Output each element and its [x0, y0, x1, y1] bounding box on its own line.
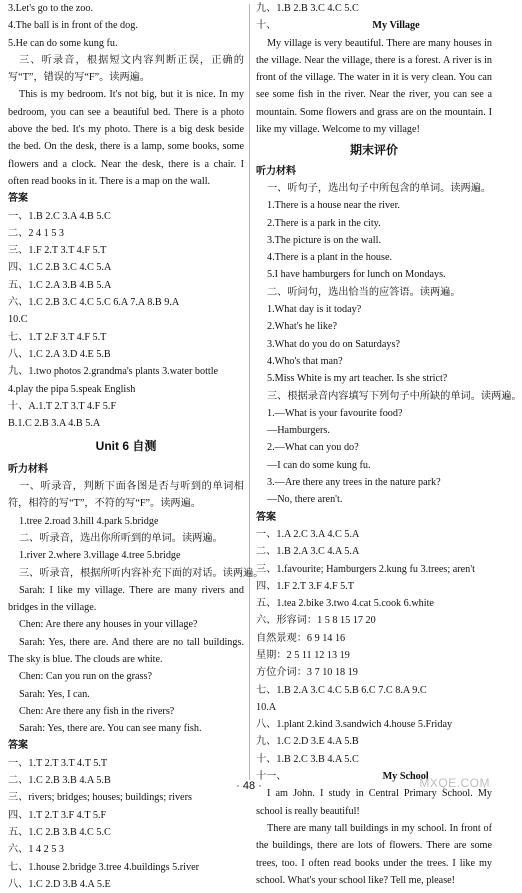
text-line: Sarah: Yes, there are. And there are no tall buildings. The sky is blue. The clouds are white. — [8, 636, 244, 665]
text-line: Sarah: Yes, I can. — [19, 688, 90, 700]
text-line: Chen: Can you run on the grass? — [19, 671, 152, 683]
text-line: 一、1.B 2.C 3.A 4.B 5.C — [8, 210, 111, 222]
text-line: 三、1.favourite; Hamburgers 2.kung fu 3.trees; aren't — [256, 563, 475, 575]
final-review-section-title: 期末评价 — [349, 143, 398, 158]
text-line: 三、听录音，根据短文内容判断正误，正确的写“T”，错误的写“F”。读两遍。 — [8, 54, 244, 84]
column-divider — [249, 4, 250, 780]
text-line: 六、1 4 2 5 3 — [8, 844, 65, 856]
text-line: 八、1.C 2.A 3.D 4.E 5.B — [8, 348, 111, 360]
text-line: 三、rivers; bridges; houses; buildings; rivers — [8, 792, 192, 804]
right-lines-3 — [256, 785, 492, 889]
text-line: 十、 My Village — [256, 20, 420, 32]
text-line: 七、1.T 2.F 3.T 4.F 5.T — [8, 331, 107, 343]
text-line: 10.C — [8, 314, 28, 326]
text-line: 四、1.C 2.B 3.C 4.C 5.A — [8, 262, 112, 274]
text-line: 二、听问句，选出恰当的应答语。读两遍。 — [267, 286, 461, 298]
text-line: I am John. I study in Central Primary School. My school is really beautiful! — [256, 788, 492, 817]
essay-title: My Village — [372, 20, 420, 32]
text-line: 5.I have hamburgers for lunch on Mondays. — [267, 269, 446, 281]
text-line: 听力材料 — [256, 165, 296, 177]
text-line: Sarah: I like my village. There are many rivers and bridges in the village. — [8, 584, 244, 614]
text-line: 1.What day is it today? — [267, 304, 362, 316]
text-line: 10.A — [256, 701, 277, 713]
text-line: Chen: Are there any fish in the rivers? — [19, 705, 175, 717]
text-line: 5.He can do some kung fu. — [8, 37, 118, 49]
text-line: 九、1.B 2.B 3.C 4.C 5.C — [256, 3, 359, 14]
text-line: 3.—Are there any trees in the nature park? — [267, 477, 441, 489]
watermark: MXQE.COM — [419, 776, 490, 790]
text-line: 二、1.C 2.B 3.B 4.A 5.B — [8, 775, 111, 787]
text-line: 答案 — [8, 193, 28, 205]
text-line: 五、1.C 2.B 3.B 4.C 5.C — [8, 826, 111, 838]
text-line: My village is very beautiful. There are many houses in the village. Near the village, there is a forest. A river is in front of the village. The water in it is very clean. You can see some fish in the river. Near the river, you can see a mountain. Some flowers and grass are on the mountain. I like my village. Welcome to my village! — [256, 37, 492, 136]
right-lines-2 — [256, 163, 522, 786]
text-line: 听力材料 — [8, 463, 48, 475]
right-lines — [256, 0, 492, 138]
text-line: There are many tall buildings in my school. In front of the buildings, there are lots of flowers. There are some trees, too. I often read books under the trees. I like my school. What's your school like? Tell me, please! — [256, 822, 492, 886]
text-line: 四、1.F 2.T 3.F 4.F 5.T — [256, 580, 355, 592]
text-line: 5.Miss White is my art teacher. Is she strict? — [267, 373, 448, 385]
text-line: 4.Who's that man? — [267, 355, 343, 367]
text-line: 九、1.C 2.D 3.E 4.A 5.B — [256, 736, 359, 748]
unit6-section-title: Unit 6 自测 — [95, 439, 157, 454]
text-line: 十一、 My School — [256, 771, 429, 783]
page-number: · 48 · — [236, 780, 262, 792]
text-line: 五、1.C 2.A 3.B 4.B 5.A — [8, 279, 112, 291]
text-line: 二、2 4 1 5 3 — [8, 227, 65, 239]
text-line: 三、根据录音内容填写下列句子中所缺的单词。读两遍。 — [267, 390, 522, 402]
text-line: 六、形容词：1 5 8 15 17 20 — [256, 615, 376, 627]
text-line: 答案 — [8, 740, 28, 752]
text-line: 星期：2 5 11 12 13 19 — [256, 649, 350, 661]
text-line: 七、1.B 2.A 3.C 4.C 5.B 6.C 7.C 8.A 9.C — [256, 684, 427, 696]
text-line: —I can do some kung fu. — [267, 459, 371, 471]
text-line: 1.—What is your favourite food? — [267, 407, 403, 419]
text-line: Chen: Are there any houses in your village? — [19, 619, 198, 631]
text-line: 1.river 2.where 3.village 4.tree 5.bridge — [19, 550, 181, 562]
text-line: 十、1.B 2.C 3.B 4.A 5.C — [256, 753, 359, 765]
text-line: 三、1.F 2.T 3.T 4.F 5.T — [8, 245, 107, 257]
text-line: 自然景观：6 9 14 16 — [256, 632, 346, 644]
text-line: 一、听录音，判断下面各图是否与听到的单词相符，相符的写“T”，不符的写“F”。读两遍。 — [8, 481, 244, 510]
text-line: 1.There is a house near the river. — [267, 200, 400, 212]
left-lines — [8, 0, 244, 432]
text-line: 3.Let's go to the zoo. — [8, 3, 94, 14]
text-line: 一、1.T 2.T 3.T 4.T 5.T — [8, 757, 108, 769]
text-line: 答案 — [256, 511, 276, 523]
text-line: 2.What's he like? — [267, 321, 338, 333]
text-line: 2.—What can you do? — [267, 442, 359, 454]
text-line: 八、1.plant 2.kind 3.sandwich 4.house 5.Friday — [256, 719, 453, 731]
text-line: 七、1.house 2.bridge 3.tree 4.buildings 5.river — [8, 861, 199, 873]
text-line: 十、A.1.T 2.T 3.T 4.F 5.F — [8, 400, 117, 412]
text-line: 2.There is a park in the city. — [267, 217, 381, 229]
text-line: This is my bedroom. It's not big, but it is nice. In my bedroom, you can see a beautiful bed. There is a photo above the bed. It's my photo. There is a big desk beside the bed. On the desk, there is a lamp, some books, some flowers and a clock. Near the desk, there is a chair. I often read books in it. There is a map on the wall. — [8, 89, 244, 187]
text-line: 4.The ball is in front of the dog. — [8, 20, 138, 32]
essay-title: My School — [382, 771, 429, 783]
text-line: 五、1.tea 2.bike 3.two 4.cat 5.cook 6.white — [256, 598, 434, 610]
text-line: 3.What do you do on Saturdays? — [267, 338, 400, 350]
text-line: 二、听录音，选出你所听到的单词。读两遍。 — [19, 532, 223, 544]
text-line: 4.There is a plant in the house. — [267, 252, 393, 264]
text-line: 三、听录音，根据所听内容补充下面的对话。读两遍。 — [19, 567, 264, 579]
text-line: 八、1.C 2.D 3.B 4.A 5.E — [8, 878, 111, 890]
text-line: 二、1.B 2.A 3.C 4.A 5.A — [256, 546, 360, 558]
text-line: 一、1.A 2.C 3.A 4.C 5.A — [256, 528, 360, 540]
text-line: 3.The picture is on the wall. — [267, 234, 382, 246]
text-line: —Hamburgers. — [267, 425, 330, 437]
text-line: 九、1.two photos 2.grandma's plants 3.water bottle — [8, 366, 219, 378]
text-line: 1.tree 2.road 3.hill 4.park 5.bridge — [19, 515, 159, 527]
text-line: Sarah: Yes, there are. You can see many fish. — [19, 723, 202, 735]
text-line: 一、听句子，选出句子中所包含的单词。读两遍。 — [267, 182, 492, 194]
text-line: —No, there aren't. — [267, 494, 343, 506]
text-line: 六、1.C 2.B 3.C 4.C 5.C 6.A 7.A 8.B 9.A — [8, 297, 180, 309]
right-column — [256, 0, 522, 889]
text-line: 四、1.T 2.T 3.F 4.T 5.F — [8, 809, 107, 821]
text-line: B.1.C 2.B 3.A 4.B 5.A — [8, 418, 101, 430]
text-line: 4.play the pipa 5.speak English — [8, 383, 136, 395]
text-line: 方位介词：3 7 10 18 19 — [256, 667, 358, 679]
